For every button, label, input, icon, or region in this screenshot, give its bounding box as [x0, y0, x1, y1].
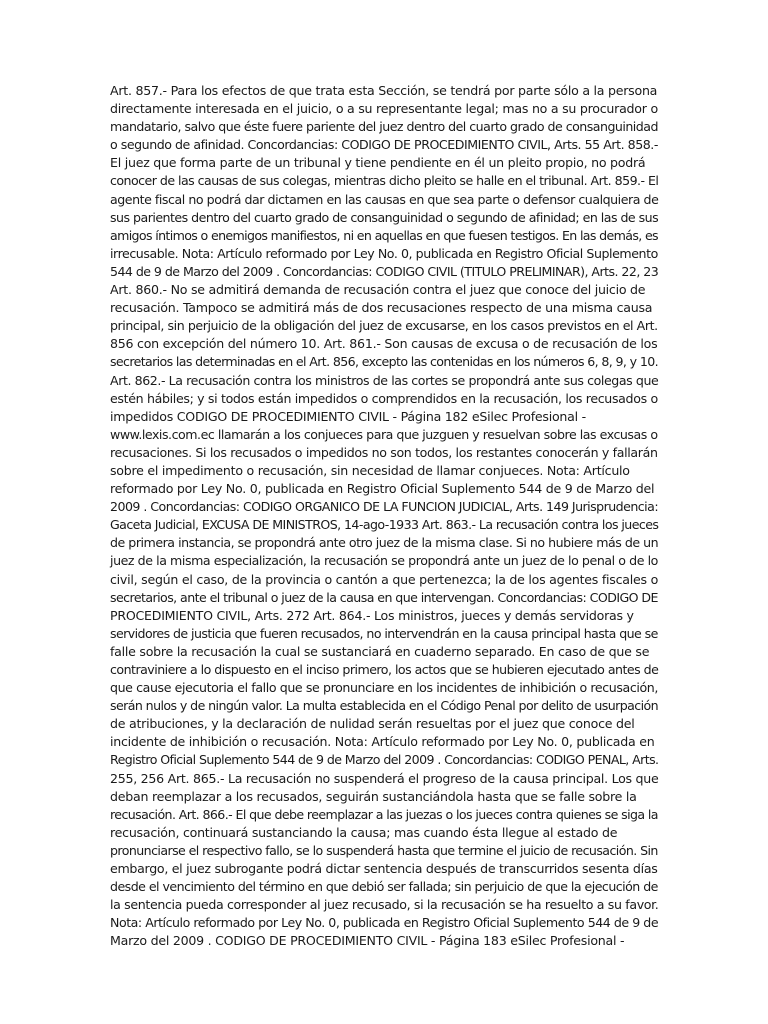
text-line: recusación. Tampoco se admitirá más de dos recusaciones respecto de una misma causa — [110, 300, 653, 316]
text-line: Marzo del 2009 . CODIGO DE PROCEDIMIENTO CIVIL - Página 183 eSilec Profesional - — [110, 933, 625, 949]
text-line: Art. 860.- No se admitirá demanda de recusación contra el juez que conoce del juicio de — [110, 282, 646, 298]
text-line: recusaciones. Si los recusados o impedidos no son todos, los restantes conocerán y fallarán — [110, 444, 658, 460]
text-line: desde el vencimiento del término en que debió ser fallada; sin perjuicio de que la ejecución de — [110, 879, 658, 895]
text-line: Nota: Artículo reformado por Ley No. 0, publicada en Registro Oficial Suplemento 544 de 9 de — [110, 915, 659, 931]
text-line: secretarios, ante el tribunal o juez de la causa en que intervengan. Concordancias: CODIGO DE — [110, 589, 658, 605]
text-line: juez de la misma especialización, la recusación se propondrá ante un juez de lo penal o de lo — [110, 553, 658, 569]
text-line: impedidos CODIGO DE PROCEDIMIENTO CIVIL - Página 182 eSilec Profesional - — [110, 408, 586, 424]
text-line: 2009 . Concordancias: CODIGO ORGANICO DE LA FUNCION JUDICIAL, Arts. 149 Jurisprudencia: — [110, 499, 659, 515]
text-line: reformado por Ley No. 0, publicada en Registro Oficial Suplemento 544 de 9 de Marzo del — [110, 481, 655, 497]
text-line: Art. 857.- Para los efectos de que trata esta Sección, se tendrá por parte sólo a la persona — [110, 83, 658, 98]
text-line: recusación. Art. 866.- El que debe reemplazar a las juezas o los jueces contra quienes se siga la — [110, 806, 658, 822]
text-line: de primera instancia, se propondrá ante otro juez de la misma clase. Si no hubiere más de un — [110, 535, 659, 551]
text-line: la sentencia pueda corresponder al juez recusado, si la recusación se ha resuelto a su favor. — [110, 897, 659, 913]
text-line: conocer de las causas de sus colegas, mientras dicho pleito se halle en el tribunal. Art. 859.- El — [110, 173, 659, 189]
text-line: 255, 256 Art. 865.- La recusación no suspenderá el progreso de la causa principal. Los que — [110, 770, 659, 786]
text-line: secretarios las determinadas en el Art. 856, excepto las contenidas en los números 6, 8, 9, y 10. — [110, 354, 659, 370]
text-line: Gaceta Judicial, EXCUSA DE MINISTROS, 14-ago-1933 Art. 863.- La recusación contra los jueces — [110, 517, 659, 533]
document-page — [110, 82, 658, 951]
text-line: 544 de 9 de Marzo del 2009 . Concordancias: CODIGO CIVIL (TITULO PRELIMINAR), Arts. 22, 23 — [110, 263, 659, 279]
text-line: estén hábiles; y si todos están impedidos o comprendidos en la recusación, los recusados o — [110, 390, 658, 406]
text-line: sobre el impedimento o recusación, sin necesidad de llamar conjueces. Nota: Artículo — [110, 462, 630, 478]
text-line: pronunciarse el respectivo fallo, se lo suspenderá hasta que termine el juicio de recusación. Sin — [110, 842, 658, 858]
text-line: o segundo de afinidad. Concordancias: CODIGO DE PROCEDIMIENTO CIVIL, Arts. 55 Art. 858.- — [110, 137, 658, 153]
document-body-text — [110, 82, 658, 951]
text-line: PROCEDIMIENTO CIVIL, Arts. 272 Art. 864.- Los ministros, jueces y demás servidoras y — [110, 607, 634, 623]
text-line: principal, sin perjuicio de la obligación del juez de excusarse, en los casos previstos en el Art. — [110, 318, 658, 334]
text-line: recusación, continuará sustanciando la causa; mas cuando ésta llegue al estado de — [110, 824, 618, 840]
text-line: Art. 862.- La recusación contra los ministros de las cortes se propondrá ante sus colegas que — [110, 372, 659, 388]
text-line: directamente interesada en el juicio, o a su representante legal; mas no a su procurador o — [110, 101, 658, 117]
text-line: El juez que forma parte de un tribunal y tiene pendiente en él un pleito propio, no podrá — [110, 155, 646, 171]
text-line: que cause ejecutoria el fallo que se pronunciare en los incidentes de inhibición o recusación, — [110, 680, 658, 696]
text-line: civil, según el caso, de la provincia o cantón a que pertenezca; la de los agentes fiscales o — [110, 571, 659, 587]
text-line: serán nulos y de ningún valor. La multa establecida en el Código Penal por delito de usurpación — [110, 698, 658, 714]
text-line: agente fiscal no podrá dar dictamen en las causas en que sea parte o defensor cualquiera de — [110, 191, 659, 207]
text-line: servidores de justicia que fueren recusados, no intervendrán en la causa principal hasta que se — [110, 625, 658, 641]
text-line: amigos íntimos o enemigos manifiestos, ni en aquellas en que fuesen testigos. En las demás, es — [110, 227, 658, 243]
text-line: contraviniere a lo dispuesto en el inciso primero, los actos que se hubieren ejecutado antes de — [110, 662, 659, 677]
text-line: incidente de inhibición o recusación. Nota: Artículo reformado por Ley No. 0, publicada en — [110, 734, 655, 750]
text-line: embargo, el juez subrogante podrá dictar sentencia después de transcurridos sesenta días — [110, 861, 658, 877]
text-line: de atribuciones, y la declaración de nulidad serán resueltas por el juez que conoce del — [110, 716, 635, 732]
text-line: mandatario, salvo que éste fuere pariente del juez dentro del cuarto grado de consanguinidad — [110, 119, 658, 135]
text-line: falle sobre la recusación la cual se sustanciará en cuaderno separado. En caso de que se — [110, 643, 650, 659]
text-line: irrecusable. Nota: Artículo reformado por Ley No. 0, publicada en Registro Oficial Suplemento — [110, 245, 658, 261]
text-line: www.lexis.com.ec llamarán a los conjueces para que juzguen y resuelvan sobre las excusas o — [110, 426, 658, 442]
text-line: 856 con excepción del número 10. Art. 861.- Son causas de excusa o de recusación de los — [110, 336, 658, 352]
text-line: sus parientes dentro del cuarto grado de consanguinidad o segundo de afinidad; en las de sus — [110, 209, 659, 225]
text-line: deban reemplazar a los recusados, seguirán sustanciándola hasta que se falle sobre la — [110, 788, 637, 804]
text-line: Registro Oficial Suplemento 544 de 9 de Marzo del 2009 . Concordancias: CODIGO PENAL, Arts. — [110, 752, 659, 768]
